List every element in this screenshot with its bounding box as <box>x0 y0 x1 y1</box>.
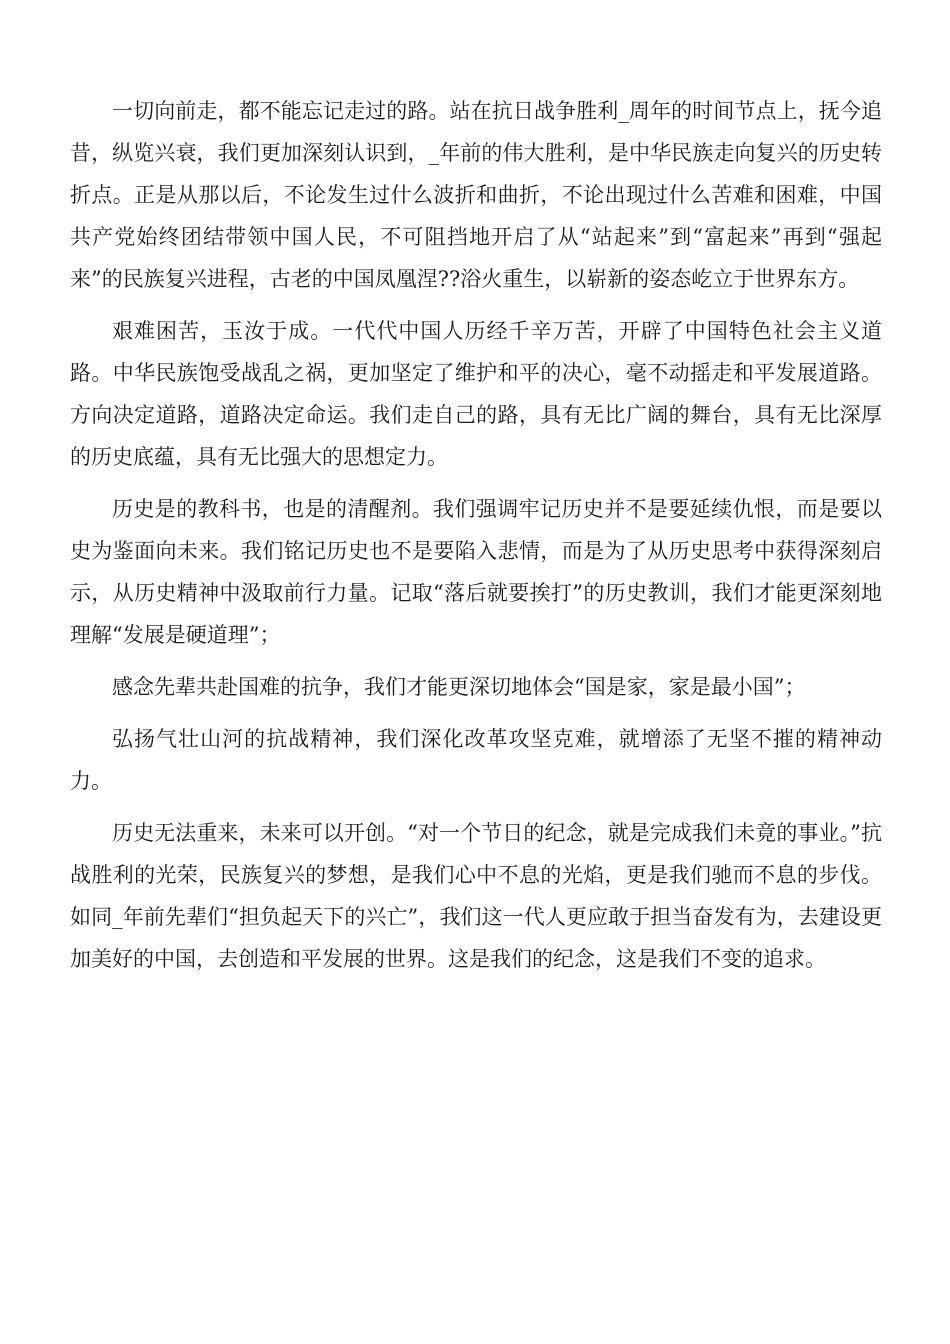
paragraph: 弘扬气壮山河的抗战精神，我们深化改革攻坚克难，就增添了无坚不摧的精神动力。 <box>70 727 882 793</box>
paragraph: 艰难困苦，玉汝于成。一代代中国人历经千辛万苦，开辟了中国特色社会主义道路。中华民族饱受战乱之祸，更加坚定了维护和平的决心，毫不动摇走和平发展道路。方向决定道路，道路决定命运。我们走自己的路，具有无比广阔的舞台，具有无比深厚的历史底蕴，具有无比强大的思想定力。 <box>70 319 882 469</box>
paragraph: 历史是的教科书，也是的清醒剂。我们强调牢记历史并不是要延续仇恨，而是要以史为鉴面向未来。我们铭记历史也不是要陷入悲情，而是为了从历史思考中获得深刻启示，从历史精神中汲取前行力量。记取“落后就要挨打”的历史教训，我们才能更深刻地理解“发展是硬道理”； <box>70 497 882 647</box>
paragraph: 一切向前走，都不能忘记走过的路。站在抗日战争胜利_周年的时间节点上，抚今追昔，纵览兴衰，我们更加深刻认识到，_年前的伟大胜利，是中华民族走向复兴的历史转折点。正是从那以后，不论发生过什么波折和曲折，不论出现过什么苦难和困难，中国共产党始终团结带领中国人民，不可阻挡地开启了从“站起来”到“富起来”再到“强起来”的民族复兴进程，古老的中国凤凰涅??浴火重生，以崭新的姿态屹立于世界东方。 <box>70 99 882 291</box>
document-body <box>70 90 882 990</box>
paragraph: 历史无法重来，未来可以开创。“对一个节日的纪念，就是完成我们未竟的事业。”抗战胜利的光荣，民族复兴的梦想，是我们心中不息的光焰，更是我们驰而不息的步伐。如同_年前先辈们“担负起天下的兴亡”，我们这一代人更应敢于担当奋发有为，去建设更加美好的中国，去创造和平发展的世界。这是我们的纪念，这是我们不变的追求。 <box>70 821 882 971</box>
paragraph: 感念先辈共赴国难的抗争，我们才能更深切地体会“国是家，家是最小国”； <box>112 675 806 699</box>
